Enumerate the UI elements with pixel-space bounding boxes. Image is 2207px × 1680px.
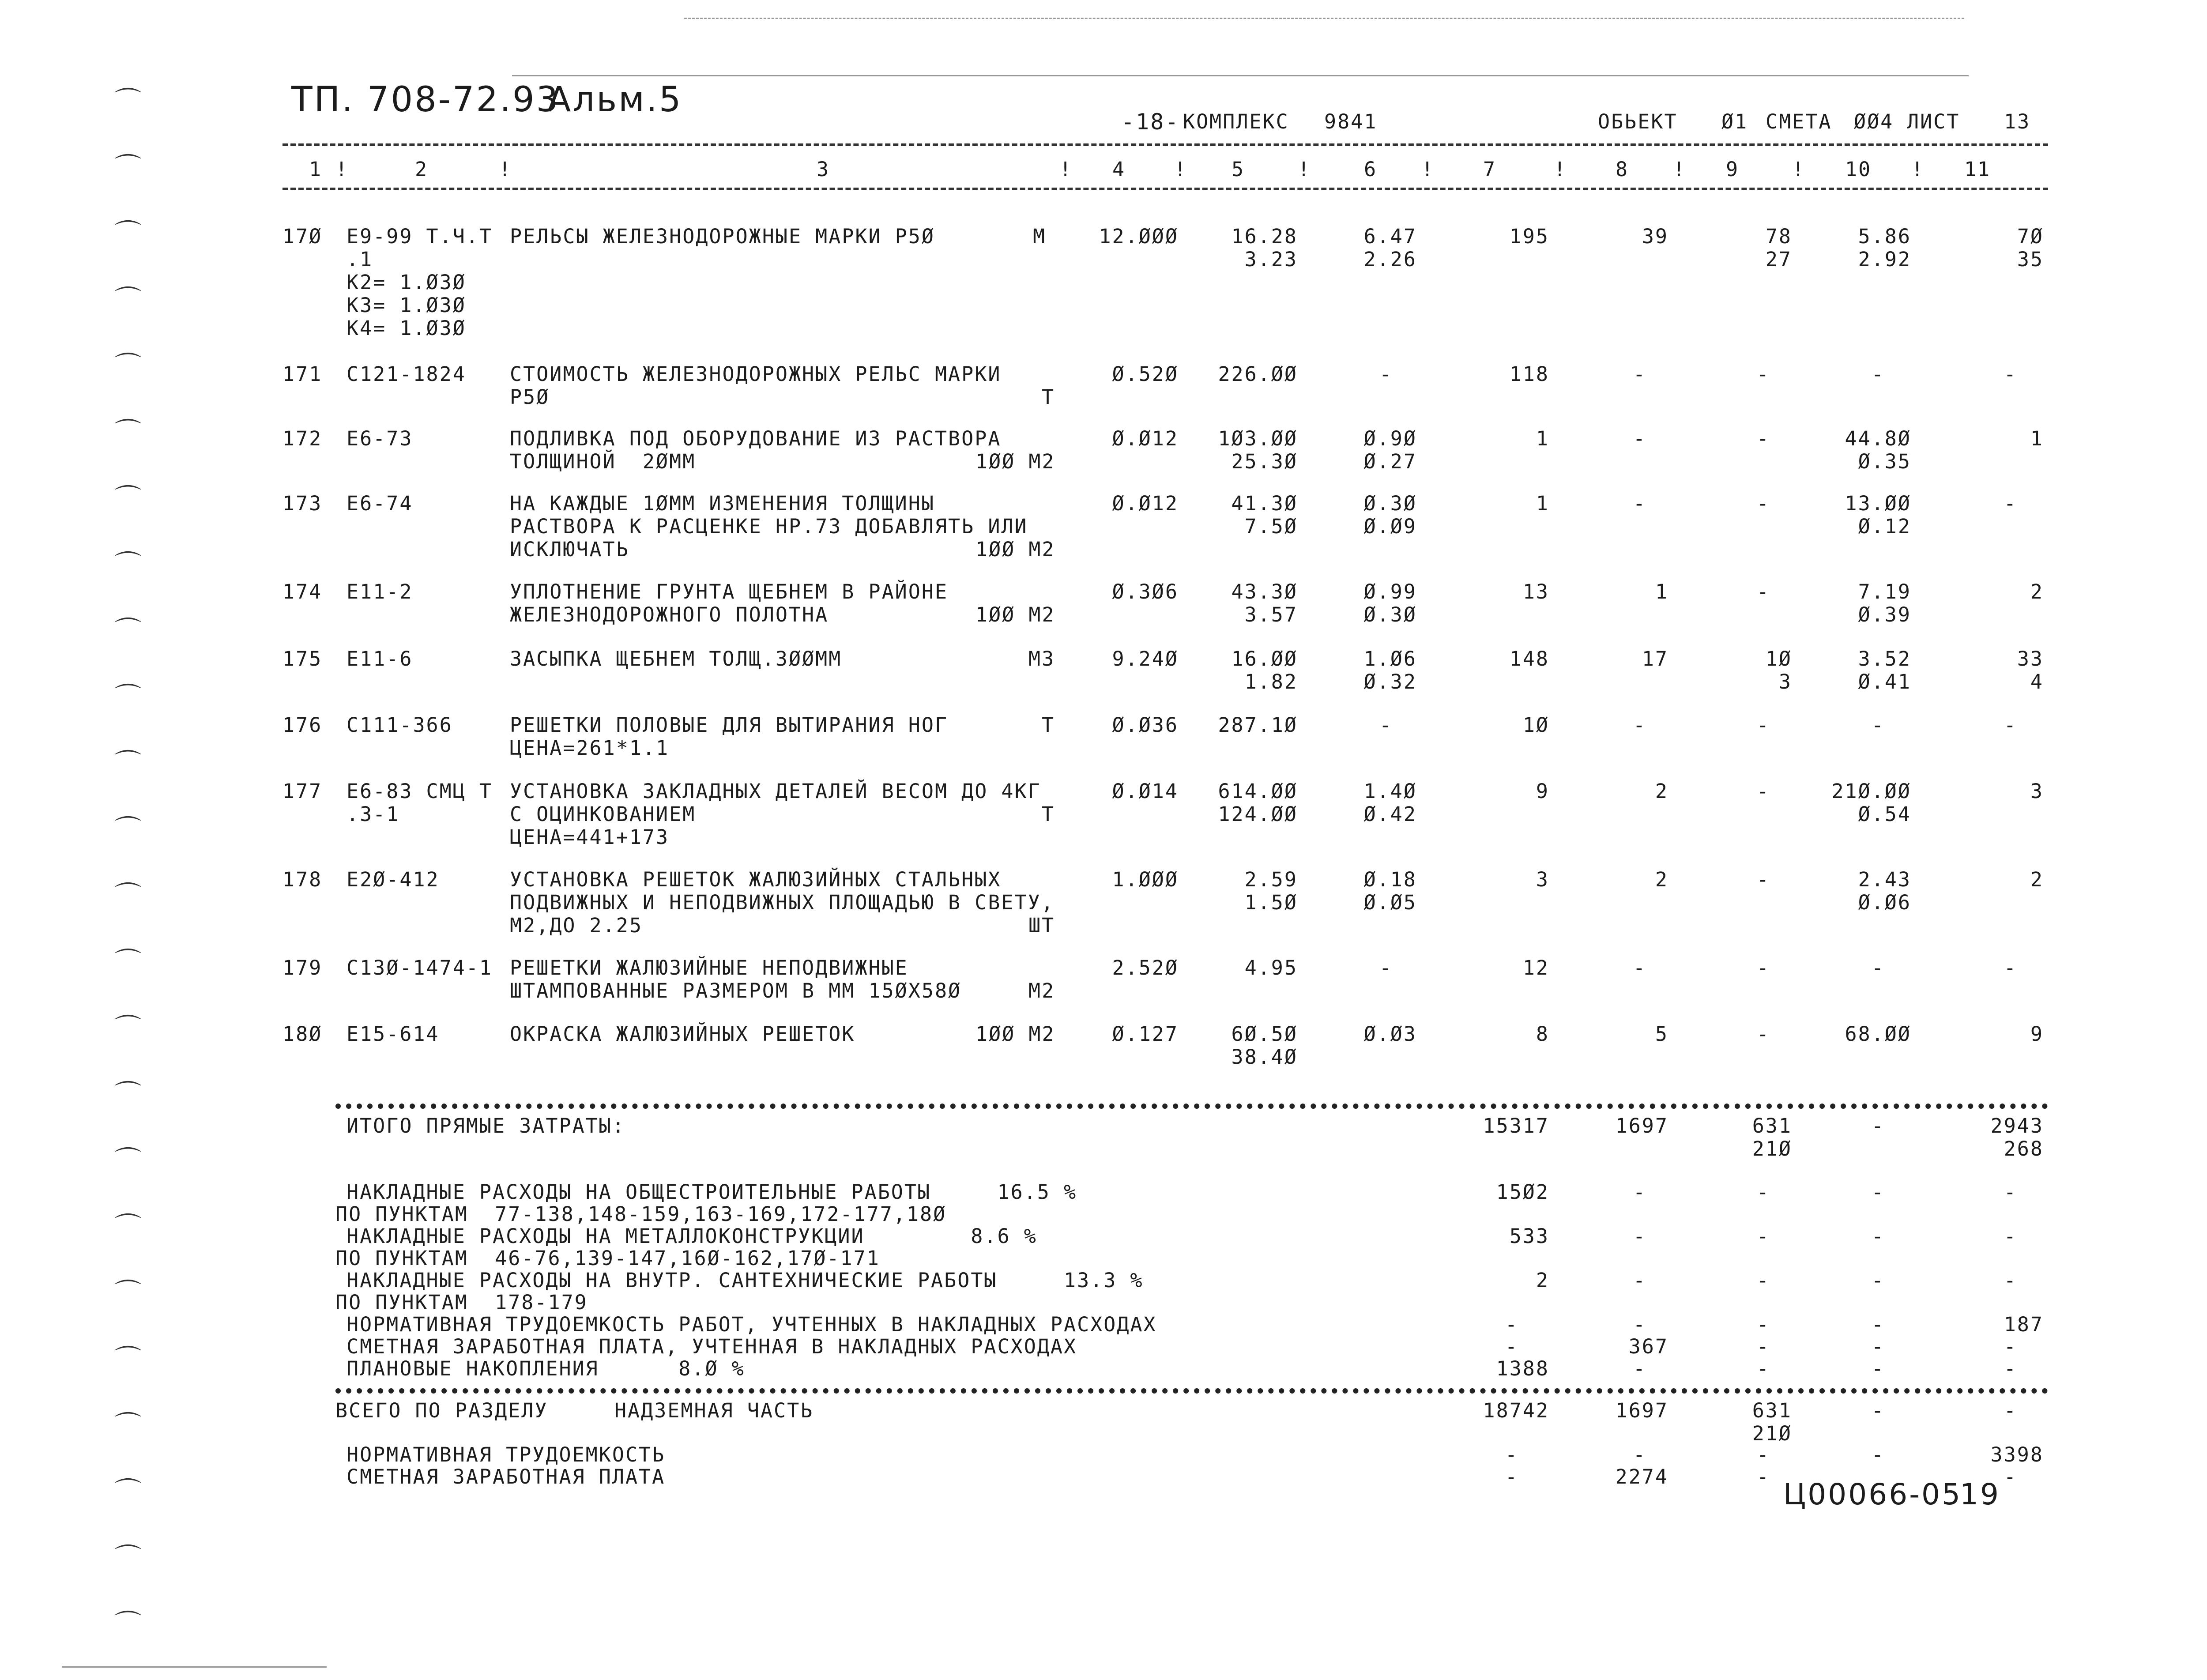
overhead-col8: 367 — [1628, 1335, 1668, 1358]
obekt-value: Ø1 — [1721, 110, 1748, 133]
overhead-col7: - — [1505, 1313, 1518, 1336]
row-col11: 7Ø 35 — [2017, 225, 2044, 271]
binding-mark: ⌒ — [115, 483, 141, 514]
row-col8: 39 — [1642, 225, 1668, 248]
row-description: НА КАЖДЫЕ 1ØММ ИЗМЕНЕНИЯ ТОЛЩИНЫ РАСТВОРА К РАСЦЕНКЕ НР.73 ДОБАВЛЯТЬ ИЛИ ИСКЛЮЧАТЬ — [510, 492, 1028, 561]
col-sep: ! — [1673, 158, 1687, 181]
binding-mark: ⌒ — [115, 1079, 141, 1110]
row-col11: 3 — [2030, 780, 2044, 803]
row-col8: 5 — [1655, 1022, 1668, 1046]
row-col5: 41.3Ø 7.5Ø — [1231, 492, 1298, 538]
kompleks-label: КОМПЛЕКС — [1183, 110, 1289, 133]
row-col6: Ø.18 Ø.Ø5 — [1363, 868, 1417, 914]
row-col10: 44.8Ø Ø.35 — [1845, 427, 1911, 473]
col-sep: ! — [1554, 158, 1567, 181]
row-quantity: 9.24Ø — [1112, 647, 1179, 670]
row-col5: 4.95 — [1244, 956, 1298, 979]
row-unit: 1ØØ М2 — [975, 1022, 1055, 1046]
binding-mark: ⌒ — [115, 881, 141, 912]
section-total-col8: 1697 — [1615, 1399, 1668, 1422]
row-col5: 16.ØØ 1.82 — [1231, 647, 1298, 693]
row-description: УПЛОТНЕНИЕ ГРУНТА ЩЕБНЕМ В РАЙОНЕ ЖЕЛЕЗНОДОРОЖНОГО ПОЛОТНА — [510, 580, 949, 626]
overhead-col8: - — [1633, 1313, 1646, 1336]
row-unit: 1ØØ М2 — [975, 450, 1055, 473]
row-col11: 9 — [2030, 1022, 2044, 1046]
binding-mark: ⌒ — [115, 285, 141, 316]
row-col10: 68.ØØ — [1845, 1022, 1911, 1046]
binding-mark: ⌒ — [115, 947, 141, 978]
obekt-label: ОБЬЕКТ — [1598, 110, 1678, 133]
row-col5: 2.59 1.5Ø — [1244, 868, 1298, 914]
row-col8: 1 — [1655, 580, 1668, 603]
row-description: РЕШЕТКИ ПОЛОВЫЕ ДЛЯ ВЫТИРАНИЯ НОГ ЦЕНА=261*1.1 — [510, 713, 949, 760]
row-col10: 3.52 Ø.41 — [1858, 647, 1911, 693]
row-number: 176 — [282, 713, 323, 737]
norm-col9: - — [1756, 1443, 1770, 1466]
row-col11: 2 — [2030, 580, 2044, 603]
norm-col8: 2274 — [1615, 1465, 1668, 1488]
col-sep: ! — [1298, 158, 1311, 181]
col-sep: ! — [1059, 158, 1073, 181]
row-description: СТОИМОСТЬ ЖЕЛЕЗНОДОРОЖНЫХ РЕЛЬС МАРКИ Р5Ø — [510, 362, 1002, 409]
row-number: 174 — [282, 580, 323, 603]
overhead-col11: - — [2004, 1224, 2017, 1248]
row-quantity: Ø.Ø14 — [1112, 780, 1179, 803]
overhead-col9: - — [1756, 1180, 1770, 1204]
list-label: ЛИСТ — [1907, 110, 1960, 133]
totals-col7: 15317 — [1483, 1114, 1549, 1138]
overhead-col11: - — [2004, 1357, 2017, 1380]
row-col11: - — [2004, 956, 2017, 979]
overhead-col10: - — [1871, 1224, 1885, 1248]
binding-mark: ⌒ — [115, 814, 141, 845]
col-sep: ! — [1421, 158, 1435, 181]
col-3: 3 — [817, 158, 830, 181]
norm-col11: 3398 — [1990, 1443, 2044, 1466]
row-col8: 2 — [1655, 868, 1668, 891]
overhead-col7: - — [1505, 1335, 1518, 1358]
overhead-col9: - — [1756, 1313, 1770, 1336]
col-8: 8 — [1616, 158, 1629, 181]
row-quantity: Ø.Ø12 — [1112, 427, 1179, 450]
overhead-col9: - — [1756, 1269, 1770, 1292]
row-col10: - — [1871, 956, 1885, 979]
row-col5: 226.ØØ — [1218, 362, 1298, 386]
col-9: 9 — [1726, 158, 1740, 181]
col-sep: ! — [1792, 158, 1806, 181]
overhead-col7: 2 — [1536, 1269, 1549, 1292]
overhead-text: НАКЛАДНЫЕ РАСХОДЫ НА ОБЩЕСТРОИТЕЛЬНЫЕ РАБОТЫ 16.5 % — [346, 1180, 1077, 1204]
row-col8: - — [1633, 713, 1646, 737]
row-quantity: 12.ØØØ — [1099, 225, 1179, 248]
col-7: 7 — [1483, 158, 1497, 181]
section-total-col10: - — [1871, 1399, 1885, 1422]
header-rule-top — [282, 143, 2048, 146]
col-4: 4 — [1112, 158, 1126, 181]
row-quantity: 1.ØØØ — [1112, 868, 1179, 891]
row-col5: 287.1Ø — [1218, 713, 1298, 737]
row-unit: М3 — [1028, 647, 1055, 670]
row-col7: 13 — [1522, 580, 1549, 603]
row-col10: 7.19 Ø.39 — [1858, 580, 1911, 626]
row-col6: - — [1379, 362, 1393, 386]
row-col7: 1 — [1536, 427, 1549, 450]
overhead-col9: - — [1756, 1335, 1770, 1358]
row-col11: - — [2004, 713, 2017, 737]
row-col6: 1.4Ø Ø.42 — [1363, 780, 1417, 826]
row-unit: ШТ — [1028, 914, 1055, 937]
binding-mark: ⌒ — [115, 1212, 141, 1243]
totals-rule — [335, 1104, 2048, 1109]
row-col8: - — [1633, 362, 1646, 386]
row-col6: Ø.9Ø Ø.27 — [1363, 427, 1417, 473]
row-code: Е11-2 — [346, 580, 413, 603]
binding-mark: ⌒ — [115, 351, 141, 382]
smeta-value: ØØ4 — [1854, 110, 1894, 133]
row-col9: - — [1756, 780, 1770, 803]
row-col7: 8 — [1536, 1022, 1549, 1046]
row-description: РЕШЕТКИ ЖАЛЮЗИЙНЫЕ НЕПОДВИЖНЫЕ ШТАМПОВАННЫЕ РАЗМЕРОМ В ММ 15ØХ58Ø — [510, 956, 962, 1002]
row-col6: 1.Ø6 Ø.32 — [1363, 647, 1417, 693]
row-unit: Т — [1042, 802, 1055, 826]
row-col9: - — [1756, 1022, 1770, 1046]
row-col7: 148 — [1509, 647, 1549, 670]
overhead-col10: - — [1871, 1269, 1885, 1292]
row-code: Е11-6 — [346, 647, 413, 670]
row-number: 18Ø — [282, 1022, 323, 1046]
overhead-col11: - — [2004, 1335, 2017, 1358]
row-quantity: Ø.Ø36 — [1112, 713, 1179, 737]
row-col7: 118 — [1509, 362, 1549, 386]
row-number: 177 — [282, 780, 323, 803]
binding-mark: ⌒ — [115, 550, 141, 580]
row-code: Е6-83 СМЦ Т .3-1 — [346, 780, 493, 826]
overhead-col8: - — [1633, 1224, 1646, 1248]
header-rule-bottom — [282, 188, 2048, 190]
row-unit: М — [1033, 225, 1047, 248]
row-col11: 33 4 — [2017, 647, 2044, 693]
row-code: Е2Ø-412 — [346, 868, 440, 891]
overhead-col9: - — [1756, 1224, 1770, 1248]
row-description: ОКРАСКА ЖАЛЮЗИЙНЫХ РЕШЕТОК — [510, 1022, 855, 1046]
row-col5: 16.28 3.23 — [1231, 225, 1298, 271]
overhead-text: НАКЛАДНЫЕ РАСХОДЫ НА ВНУТР. САНТЕХНИЧЕСКИЕ РАБОТЫ 13.3 % — [346, 1269, 1144, 1292]
handwritten-code: ТП. 708-72.93 — [291, 80, 560, 120]
norm-col8: - — [1633, 1443, 1646, 1466]
row-col9: - — [1756, 956, 1770, 979]
overhead-col10: - — [1871, 1180, 1885, 1204]
binding-mark: ⌒ — [115, 1477, 141, 1507]
overhead-col11: 187 — [2004, 1313, 2044, 1336]
binding-mark: ⌒ — [115, 1609, 141, 1640]
row-col9: - — [1756, 713, 1770, 737]
overhead-items: ПО ПУНКТАМ 178-179 — [335, 1291, 588, 1314]
list-value: 13 — [2004, 110, 2031, 133]
row-col8: - — [1633, 427, 1646, 450]
row-col7: 1Ø — [1522, 713, 1549, 737]
section-total-col9: 631 21Ø — [1752, 1399, 1792, 1445]
row-col6: Ø.Ø3 — [1363, 1022, 1417, 1046]
binding-mark: ⌒ — [115, 682, 141, 713]
binding-mark: ⌒ — [115, 748, 141, 779]
col-10: 10 — [1845, 158, 1872, 181]
norm-col9: - — [1756, 1465, 1770, 1488]
overhead-text: НОРМАТИВНАЯ ТРУДОЕМКОСТЬ РАБОТ, УЧТЕННЫХ В НАКЛАДНЫХ РАСХОДАХ — [346, 1313, 1157, 1336]
overhead-col8: - — [1633, 1357, 1646, 1380]
row-col9: 78 27 — [1765, 225, 1792, 271]
overhead-col11: - — [2004, 1269, 2017, 1292]
row-unit: Т — [1042, 713, 1055, 737]
row-col11: - — [2004, 362, 2017, 386]
row-code: С13Ø-1474-1 — [346, 956, 493, 979]
binding-mark: ⌒ — [115, 86, 141, 117]
binding-mark: ⌒ — [115, 1278, 141, 1309]
row-code: С121-1824 — [346, 362, 466, 386]
norm-col10: - — [1871, 1443, 1885, 1466]
overhead-items: ПО ПУНКТАМ 77-138,148-159,163-169,172-177,18Ø — [335, 1202, 947, 1226]
row-number: 175 — [282, 647, 323, 670]
row-code: Е6-74 — [346, 492, 413, 515]
row-code: Е15-614 — [346, 1022, 440, 1046]
row-col6: - — [1379, 713, 1393, 737]
binding-mark: ⌒ — [115, 616, 141, 647]
row-col6: 6.47 2.26 — [1363, 225, 1417, 271]
row-quantity: Ø.52Ø — [1112, 362, 1179, 386]
binding-mark: ⌒ — [115, 218, 141, 249]
row-col8: 17 — [1642, 647, 1668, 670]
totals-col10: - — [1871, 1114, 1885, 1138]
totals-col8: 1697 — [1615, 1114, 1668, 1138]
row-quantity: Ø.3Ø6 — [1112, 580, 1179, 603]
overhead-col9: - — [1756, 1357, 1770, 1380]
row-col7: 3 — [1536, 868, 1549, 891]
binding-mark: ⌒ — [115, 1145, 141, 1176]
totals-col11: 2943 268 — [1990, 1114, 2044, 1160]
handwritten-album: Альм.5 — [547, 80, 683, 120]
row-col11: 1 — [2030, 427, 2044, 450]
row-col10: 13.ØØ Ø.12 — [1845, 492, 1911, 538]
row-col9: - — [1756, 427, 1770, 450]
row-unit: М2 — [1028, 979, 1055, 1002]
totals-col9: 631 21Ø — [1752, 1114, 1792, 1160]
stamp-page: 19 — [1960, 1477, 2000, 1511]
page-number: -18- — [1121, 109, 1180, 135]
binding-mark: ⌒ — [115, 1344, 141, 1375]
top-rule — [512, 75, 1969, 76]
row-description: УСТАНОВКА ЗАКЛАДНЫХ ДЕТАЛЕЙ ВЕСОМ ДО 4КГ С ОЦИНКОВАНИЕМ ЦЕНА=441+173 — [510, 780, 1041, 849]
row-col7: 1 — [1536, 492, 1549, 515]
row-number: 171 — [282, 362, 323, 386]
row-col7: 9 — [1536, 780, 1549, 803]
overhead-col10: - — [1871, 1313, 1885, 1336]
totals-label: ИТОГО ПРЯМЫЕ ЗАТРАТЫ: — [346, 1114, 625, 1138]
row-col10: 2.43 Ø.Ø6 — [1858, 868, 1911, 914]
section-total-label: ВСЕГО ПО РАЗДЕЛУ НАДЗЕМНАЯ ЧАСТЬ — [335, 1399, 814, 1422]
overhead-col7: 1388 — [1496, 1357, 1549, 1380]
row-col6: Ø.3Ø Ø.Ø9 — [1363, 492, 1417, 538]
row-col8: 2 — [1655, 780, 1668, 803]
overhead-col10: - — [1871, 1335, 1885, 1358]
smeta-label: СМЕТА — [1766, 110, 1832, 133]
overhead-col7: 533 — [1509, 1224, 1549, 1248]
section-total-col7: 18742 — [1483, 1399, 1549, 1422]
norm-col7: - — [1505, 1443, 1518, 1466]
row-col10: 5.86 2.92 — [1858, 225, 1911, 271]
top-faint-line — [684, 18, 1964, 19]
binding-mark: ⌒ — [115, 152, 141, 183]
row-number: 17Ø — [282, 225, 323, 248]
row-col9: - — [1756, 362, 1770, 386]
row-col11: - — [2004, 492, 2017, 515]
overhead-col8: - — [1633, 1269, 1646, 1292]
row-col9: 1Ø 3 — [1765, 647, 1792, 693]
col-1: 1 — [309, 158, 323, 181]
row-quantity: Ø.127 — [1112, 1022, 1179, 1046]
row-col5: 614.ØØ 124.ØØ — [1218, 780, 1298, 826]
binding-mark: ⌒ — [115, 417, 141, 448]
row-code: Е9-99 Т.Ч.Т .1 К2= 1.Ø3Ø К3= 1.Ø3Ø К4= 1.Ø3Ø — [346, 225, 493, 340]
section-total-rule — [335, 1388, 2048, 1394]
col-11: 11 — [1964, 158, 1991, 181]
col-sep: ! — [1911, 158, 1925, 181]
col-sep: ! — [499, 158, 512, 181]
norm-text: НОРМАТИВНАЯ ТРУДОЕМКОСТЬ — [346, 1443, 666, 1466]
overhead-text: НАКЛАДНЫЕ РАСХОДЫ НА МЕТАЛЛОКОНСТРУКЦИИ 8.6 % — [346, 1224, 1037, 1248]
row-quantity: Ø.Ø12 — [1112, 492, 1179, 515]
row-number: 179 — [282, 956, 323, 979]
row-code: С111-366 — [346, 713, 453, 737]
norm-text: СМЕТНАЯ ЗАРАБОТНАЯ ПЛАТА — [346, 1465, 666, 1488]
row-col7: 12 — [1522, 956, 1549, 979]
overhead-items: ПО ПУНКТАМ 46-76,139-147,16Ø-162,17Ø-171 — [335, 1247, 880, 1270]
col-6: 6 — [1364, 158, 1378, 181]
row-unit: 1ØØ М2 — [975, 603, 1055, 626]
row-col11: 2 — [2030, 868, 2044, 891]
row-col10: - — [1871, 713, 1885, 737]
row-description: УСТАНОВКА РЕШЕТОК ЖАЛЮЗИЙНЫХ СТАЛЬНЫХ ПОДВИЖНЫХ И НЕПОДВИЖНЫХ ПЛОЩАДЬЮ В СВЕТУ, М2,ДО 2.25 — [510, 868, 1055, 937]
binding-mark: ⌒ — [115, 1013, 141, 1044]
binding-mark: ⌒ — [115, 1410, 141, 1441]
row-col9: - — [1756, 580, 1770, 603]
overhead-col8: - — [1633, 1180, 1646, 1204]
row-col10: - — [1871, 362, 1885, 386]
row-col6: Ø.99 Ø.3Ø — [1363, 580, 1417, 626]
row-number: 172 — [282, 427, 323, 450]
row-description: ПОДЛИВКА ПОД ОБОРУДОВАНИЕ ИЗ РАСТВОРА ТОЛЩИНОЙ 2ØММ — [510, 427, 1002, 473]
overhead-col11: - — [2004, 1180, 2017, 1204]
row-col5: 43.3Ø 3.57 — [1231, 580, 1298, 626]
kompleks-value: 9841 — [1324, 110, 1378, 133]
norm-col7: - — [1505, 1465, 1518, 1488]
col-5: 5 — [1232, 158, 1245, 181]
col-sep: ! — [335, 158, 349, 181]
overhead-text: ПЛАНОВЫЕ НАКОПЛЕНИЯ 8.Ø % — [346, 1357, 745, 1380]
stamp-code: Ц00066-05 — [1783, 1477, 1962, 1511]
row-description: ЗАСЫПКА ЩЕБНЕМ ТОЛЩ.3ØØММ — [510, 647, 842, 670]
col-2: 2 — [415, 158, 429, 181]
col-sep: ! — [1174, 158, 1188, 181]
binding-mark: ⌒ — [115, 1543, 141, 1574]
row-col5: 1Ø3.ØØ 25.3Ø — [1218, 427, 1298, 473]
overhead-col7: 15Ø2 — [1496, 1180, 1549, 1204]
row-col10: 21Ø.ØØ Ø.54 — [1831, 780, 1911, 826]
row-code: Е6-73 — [346, 427, 413, 450]
row-unit: 1ØØ М2 — [975, 538, 1055, 561]
row-description: РЕЛЬСЫ ЖЕЛЕЗНОДОРОЖНЫЕ МАРКИ Р5Ø — [510, 225, 935, 248]
row-col8: - — [1633, 956, 1646, 979]
overhead-col10: - — [1871, 1357, 1885, 1380]
row-col8: - — [1633, 492, 1646, 515]
norm-col11: - — [2004, 1465, 2017, 1488]
row-col5: 6Ø.5Ø 38.4Ø — [1231, 1022, 1298, 1069]
section-total-col11: - — [2004, 1399, 2017, 1422]
overhead-text: СМЕТНАЯ ЗАРАБОТНАЯ ПЛАТА, УЧТЕННАЯ В НАКЛАДНЫХ РАСХОДАХ — [346, 1335, 1077, 1358]
row-col9: - — [1756, 868, 1770, 891]
bottom-faint-line — [62, 1666, 327, 1668]
row-number: 173 — [282, 492, 323, 515]
row-col7: 195 — [1509, 225, 1549, 248]
row-number: 178 — [282, 868, 323, 891]
row-quantity: 2.52Ø — [1112, 956, 1179, 979]
row-col6: - — [1379, 956, 1393, 979]
row-unit: Т — [1042, 385, 1055, 409]
row-col9: - — [1756, 492, 1770, 515]
